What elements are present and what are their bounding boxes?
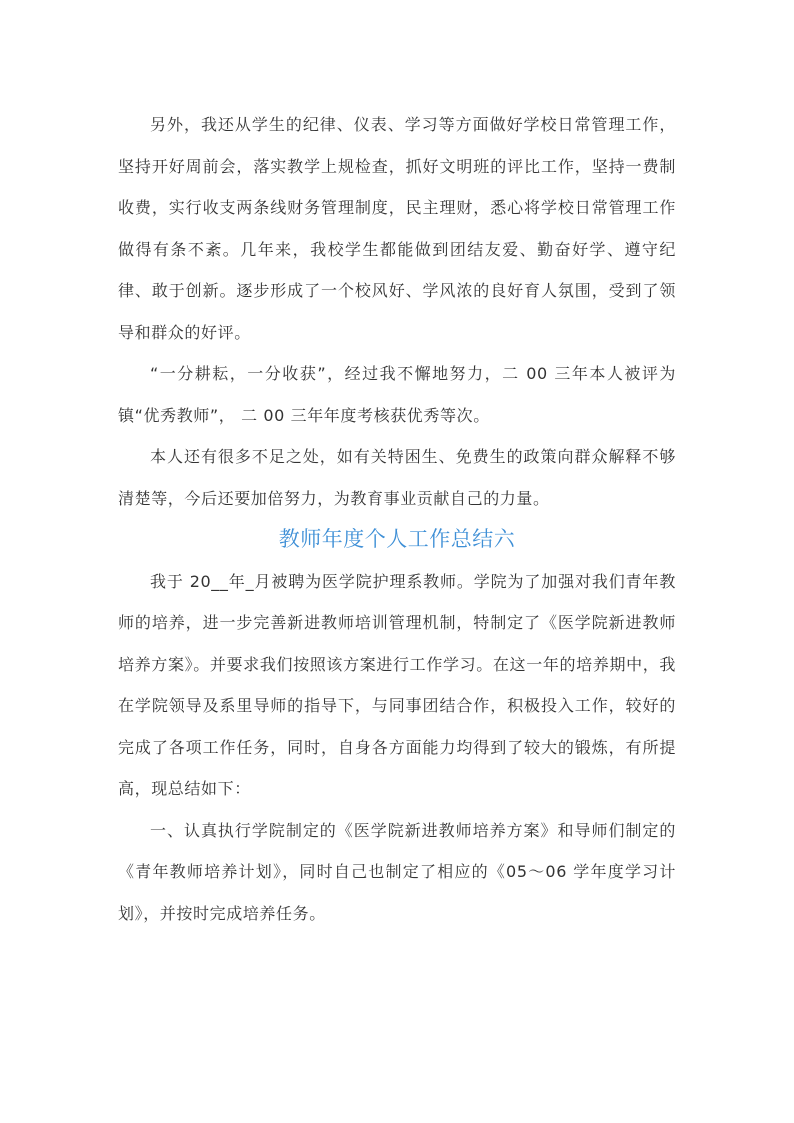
paragraph-introduction: 我于 20__年_月被聘为医学院护理系教师。学院为了加强对我们青年教师的培养，进一步完善新进教师培训管理机制，特制定了《医学院新进教师培养方案》。并要求我们按照该方案进行工作学习。在这一年的培养期中，我在学院领导及系里导师的指导下，与同事团结合作，积极投入工作，较好的完成了各项工作任务，同时，自身各方面能力均得到了较大的锻炼，有所提高，现总结如下： [118, 571, 676, 798]
paragraph-point-one: 一、认真执行学院制定的《医学院新进教师培养方案》和导师们制定的《青年教师培养计划》，同时自己也制定了相应的《05～06 学年度学习计划》，并按时完成培养任务。 [118, 820, 676, 923]
paragraph-school-management: 另外，我还从学生的纪律、仪表、学习等方面做好学校日常管理工作，坚持开好周前会，落实教学上规检查，抓好文明班的评比工作，坚持一费制收费，实行收支两条线财务管理制度，民主理财，悉心将学校日常管理工作做得有条不紊。几年来，我校学生都能做到团结友爱、勤奋好学、遵守纪律、敢于创新。逐步形成了一个校风好、学风浓的良好育人氛围，受到了领导和群众的好评。 [118, 115, 676, 342]
section-title: 教师年度个人工作总结六 [278, 527, 516, 551]
document-body [118, 104, 676, 934]
paragraph-excellent-teacher: “一分耕耘，一分收获”，经过我不懈地努力，二 00 三年本人被评为镇“优秀教师”， 二 00 三年年度考核获优秀等次。 [118, 364, 676, 425]
paragraph-shortcomings: 本人还有很多不足之处，如有关特困生、免费生的政策向群众解释不够清楚等，今后还要加倍努力，为教育事业贡献自己的力量。 [118, 447, 676, 508]
